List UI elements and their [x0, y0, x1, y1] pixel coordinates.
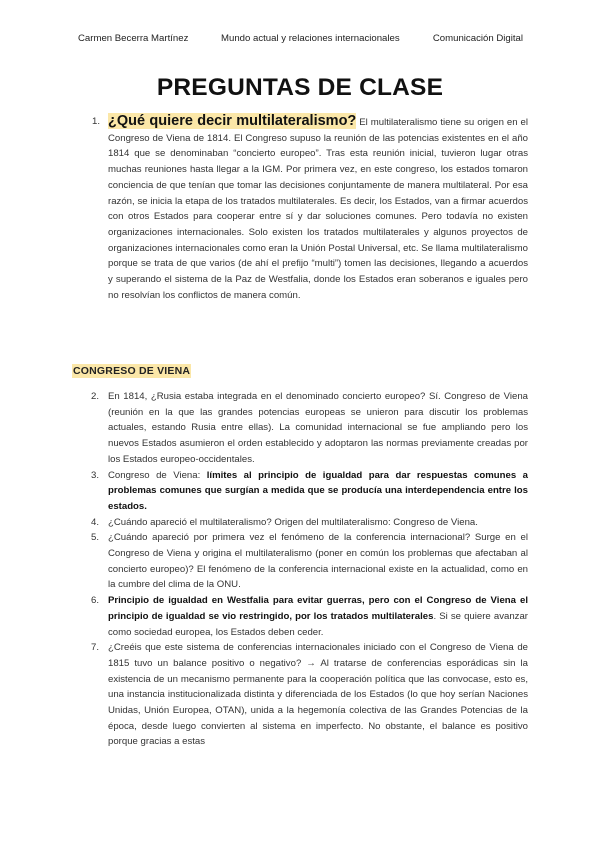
item-number: 1. — [92, 116, 101, 127]
item-number: 4. — [91, 516, 100, 528]
item-text: ¿Cuándo apareció el multilateralismo? Origen del multilateralismo: Congreso de Viena. — [108, 516, 478, 528]
item-number: 7. — [91, 642, 100, 654]
item-bold-text: Principio de igualdad en Westfalia para evitar guerras, pero con el Congreso de Viena el principio de igualdad se vio restringido, por los tratados multilaterales — [108, 595, 528, 622]
header-course: Mundo actual y relaciones internacionales — [221, 33, 400, 44]
header-degree: Comunicación Digital — [432, 33, 523, 44]
section-heading: CONGRESO DE VIENA — [73, 365, 191, 377]
item-number: 5. — [91, 532, 100, 544]
list-item — [91, 515, 528, 531]
item-prefix: Congreso de Viena: — [108, 469, 207, 481]
item-text: ¿Cuándo apareció por primera vez el fenómeno de la conferencia internacional? Surge en el Congreso de Viena y origina el multilateralismo (poner en común los problemas que afectaban al concierto europeo)? El fenómeno de la conferencia internacional existe en la actualidad, como en la cumbre del clima de la ONU. — [108, 532, 528, 591]
question-heading: ¿Qué quiere decir multilateralismo? — [108, 113, 357, 129]
item-suffix: . Si se quiere avanzar como sociedad europea, los Estados deben ceder. — [108, 610, 528, 638]
list-item — [91, 530, 528, 593]
header-author: Carmen Becerra Martínez — [78, 33, 189, 44]
list-item — [91, 389, 528, 468]
item-number: 6. — [91, 595, 100, 607]
list-item — [91, 468, 528, 515]
list-item — [91, 640, 528, 750]
item-number: 3. — [91, 469, 100, 481]
page-title: PREGUNTAS DE CLASE — [156, 74, 444, 101]
question-list-intro — [92, 113, 528, 303]
item-number: 2. — [91, 391, 100, 402]
answer-text: El multilateralismo tiene su origen en el Congreso de Viena de 1814. El Congreso supuso la reunión de las potencias existentes en el año 1814 que se denominaban “concierto europeo”. Tras esta reunión inicial, tuvieron lugar otras muchas reuniones hasta llegar a la IGM. Por primera vez, en este congreso, los estados tomaron conciencia de que tenían que tomar las decisiones conjuntamente de manera multilateral. Por esa razón, se inicia la etapa de los tratados multilaterales. Es decir, los Estados, van a firmar acuerdos con otros Estados para cooperar entre sí y dar soluciones comunes. Pero todavía no existen organizaciones internacionales. Solo existen los tratados multilaterales y algunos proyectos de organizaciones internacionales como eran la Unión Postal Universal, etc. Se llama multilateralismo porque se trata de que varios (de ahí el prefijo “multi”) tomen las decisiones, llegando a acuerdos y superando el sistema de la Paz de Westfalia, donde los Estados eran soberanos e iguales pero no resolvían los conflictos de manera común. — [108, 117, 528, 301]
item-bold-text: límites al principio de igualdad para dar respuestas comunes a problemas comunes que surgían a medida que se producía una interdependencia entre los estados. — [108, 469, 528, 512]
list-item — [91, 593, 528, 640]
item-text: En 1814, ¿Rusia estaba integrada en el denominado concierto europeo? Sí. Congreso de Viena (reunión en la que las grandes potencias europeas se unieron para discutir los problemas actuales, estando Rusia entre ellas). La comunidad internacional se fue ampliando pero los nuevos Estados asumieron el orden establecido y adoptaron las normas previamente creadas por los Estados europeo-occidentales. — [108, 391, 528, 465]
question-list — [91, 389, 528, 750]
item-text: ¿Creéis que este sistema de conferencias internacionales iniciado con el Congreso de Viena de 1815 tuvo un balance positivo o negativo? → Al tratarse de conferencias esporádicas sin la existencia de un mecanismo permanente para la cooperación política que las convocase, esto es, una instancia institucionalizada distinta y diferenciada de los Estados (lo que hoy serían Naciones Unidas, Unión Europea, OTAN), unida a la hegemonía colectiva de las Grandes Potencias de la época, desde luego convierten al sistema en imperfecto. No obstante, el balance es positivo porque gracias a estas — [108, 642, 528, 748]
list-item — [92, 113, 528, 303]
